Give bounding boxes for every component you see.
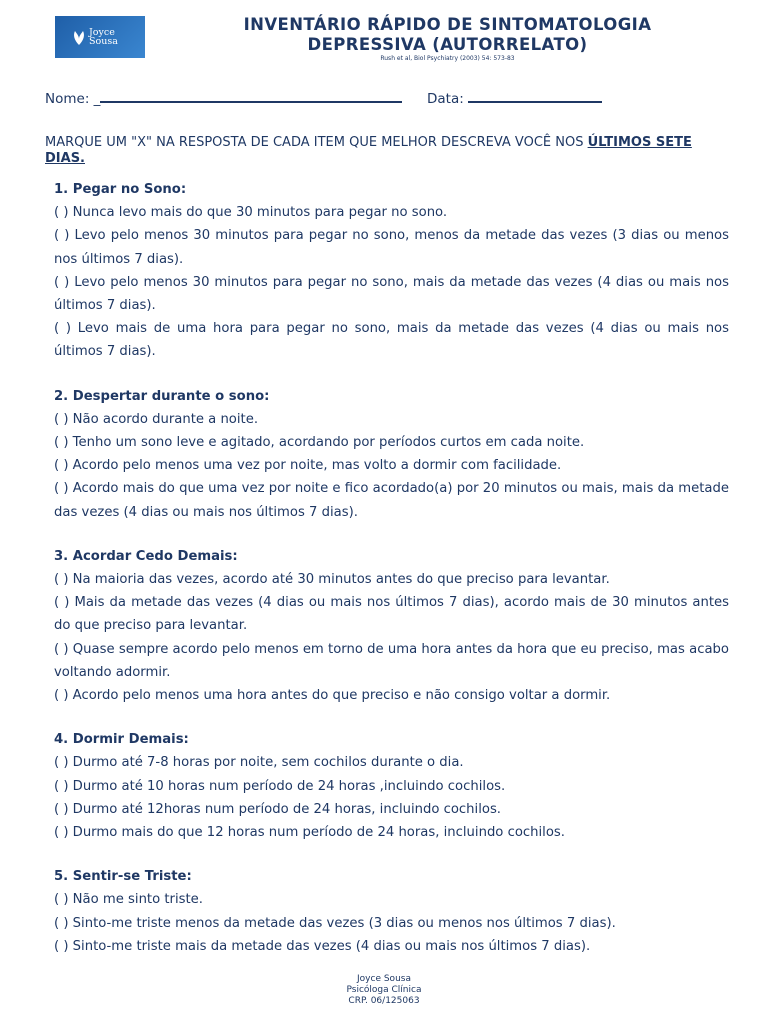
answer-option[interactable]: ( ) Durmo até 12horas num período de 24 horas, incluindo cochilos. [54,801,502,817]
question-title: 4. Dormir Demais: [54,732,189,748]
question-1 [54,178,729,364]
answer-option[interactable]: ( ) Sinto-me triste mais da metade das vezes (4 dias ou mais nos últimos 7 dias). [54,938,591,954]
header-fields [45,89,602,107]
question-title: 3. Acordar Cedo Demais: [54,548,238,564]
answer-option[interactable]: ( ) Durmo até 7-8 horas por noite, sem cochilos durante o dia. [54,755,464,771]
instruction [45,135,720,167]
logo [55,16,145,58]
logo-text-line2: Sousa [89,36,118,47]
answer-option[interactable]: ( ) Mais da metade das vezes (4 dias ou mais nos últimos 7 dias), acordo mais de 30 minutos antes do que preciso para levantar. [54,595,729,634]
answer-option[interactable]: ( ) Sinto-me triste menos da metade das vezes (3 dias ou menos nos últimos 7 dias). [54,915,616,931]
answer-option[interactable]: ( ) Não me sinto triste. [54,892,203,908]
answer-option[interactable]: ( ) Durmo até 10 horas num período de 24 horas ,incluindo cochilos. [54,778,506,794]
footer-role: Psicóloga Clínica [346,985,422,995]
answer-option[interactable]: ( ) Não acordo durante a noite. [54,411,259,427]
answer-option[interactable]: ( ) Durmo mais do que 12 horas num período de 24 horas, incluindo cochilos. [54,825,565,841]
footer-crp: CRP. 06/125063 [348,996,420,1006]
date-field[interactable] [468,89,602,103]
logo-text-line1: Joyce [89,26,115,38]
answer-option[interactable]: ( ) Acordo pelo menos uma hora antes do que preciso e não consigo voltar a dormir. [54,688,611,704]
date-label: Data: [427,91,464,107]
answer-option[interactable]: ( ) Tenho um sono leve e agitado, acordando por períodos curtos em cada noite. [54,435,585,451]
logo-leaf-icon [72,28,86,46]
answer-option[interactable]: ( ) Nunca levo mais do que 30 minutos para pegar no sono. [54,205,448,221]
question-4 [54,728,729,844]
question-title: 5. Sentir-se Triste: [54,869,192,885]
citation: Rush et al, Biol Psychiatry (2003) 54: 573-83 [380,55,515,62]
answer-option[interactable]: ( ) Levo pelo menos 30 minutos para pegar no sono, mais da metade das vezes (4 dias ou mais nos últimos 7 dias). [54,274,729,314]
footer [0,974,768,1007]
question-2 [54,385,729,524]
questionnaire [54,178,729,958]
question-3 [54,545,729,707]
name-label: Nome: [45,91,90,107]
page-title [200,15,695,55]
logo-text [89,28,118,47]
answer-option[interactable]: ( ) Quase sempre acordo pelo menos em torno de uma hora antes da hora que eu preciso, mas acabo voltando adormir. [54,641,729,680]
answer-option[interactable]: ( ) Levo mais de uma hora para pegar no sono, mais da metade das vezes (4 dias ou mais nos últimos 7 dias). [54,321,729,360]
question-title: 2. Despertar durante o sono: [54,388,270,404]
name-field[interactable] [100,89,402,103]
instruction-emphasis: ÚLTIMOS SETE DIAS. [45,135,692,166]
answer-option[interactable]: ( ) Acordo mais do que uma vez por noite e fico acordado(a) por 20 minutos ou mais, mais da metade das vezes (4 dias ou mais nos últimos 7 dias). [54,481,729,520]
name-prefix: _ [93,91,101,107]
answer-option[interactable]: ( ) Levo pelo menos 30 minutos para pegar no sono, menos da metade das vezes (3 dias ou menos nos últimos 7 dias). [54,228,729,267]
page-title-line1: INVENTÁRIO RÁPIDO DE SINTOMATOLOGIA [243,15,652,34]
question-5 [54,865,729,958]
instruction-text: MARQUE UM "X" NA RESPOSTA DE CADA ITEM QUE MELHOR DESCREVA VOCÊ NOS [45,135,588,150]
answer-option[interactable]: ( ) Acordo pelo menos uma vez por noite, mas volto a dormir com facilidade. [54,458,562,474]
page-title-line2: DEPRESSIVA (AUTORRELATO) [307,35,588,54]
answer-option[interactable]: ( ) Na maioria das vezes, acordo até 30 minutos antes do que preciso para levantar. [54,572,610,588]
question-title: 1. Pegar no Sono: [54,182,187,197]
footer-name: Joyce Sousa [357,974,411,984]
